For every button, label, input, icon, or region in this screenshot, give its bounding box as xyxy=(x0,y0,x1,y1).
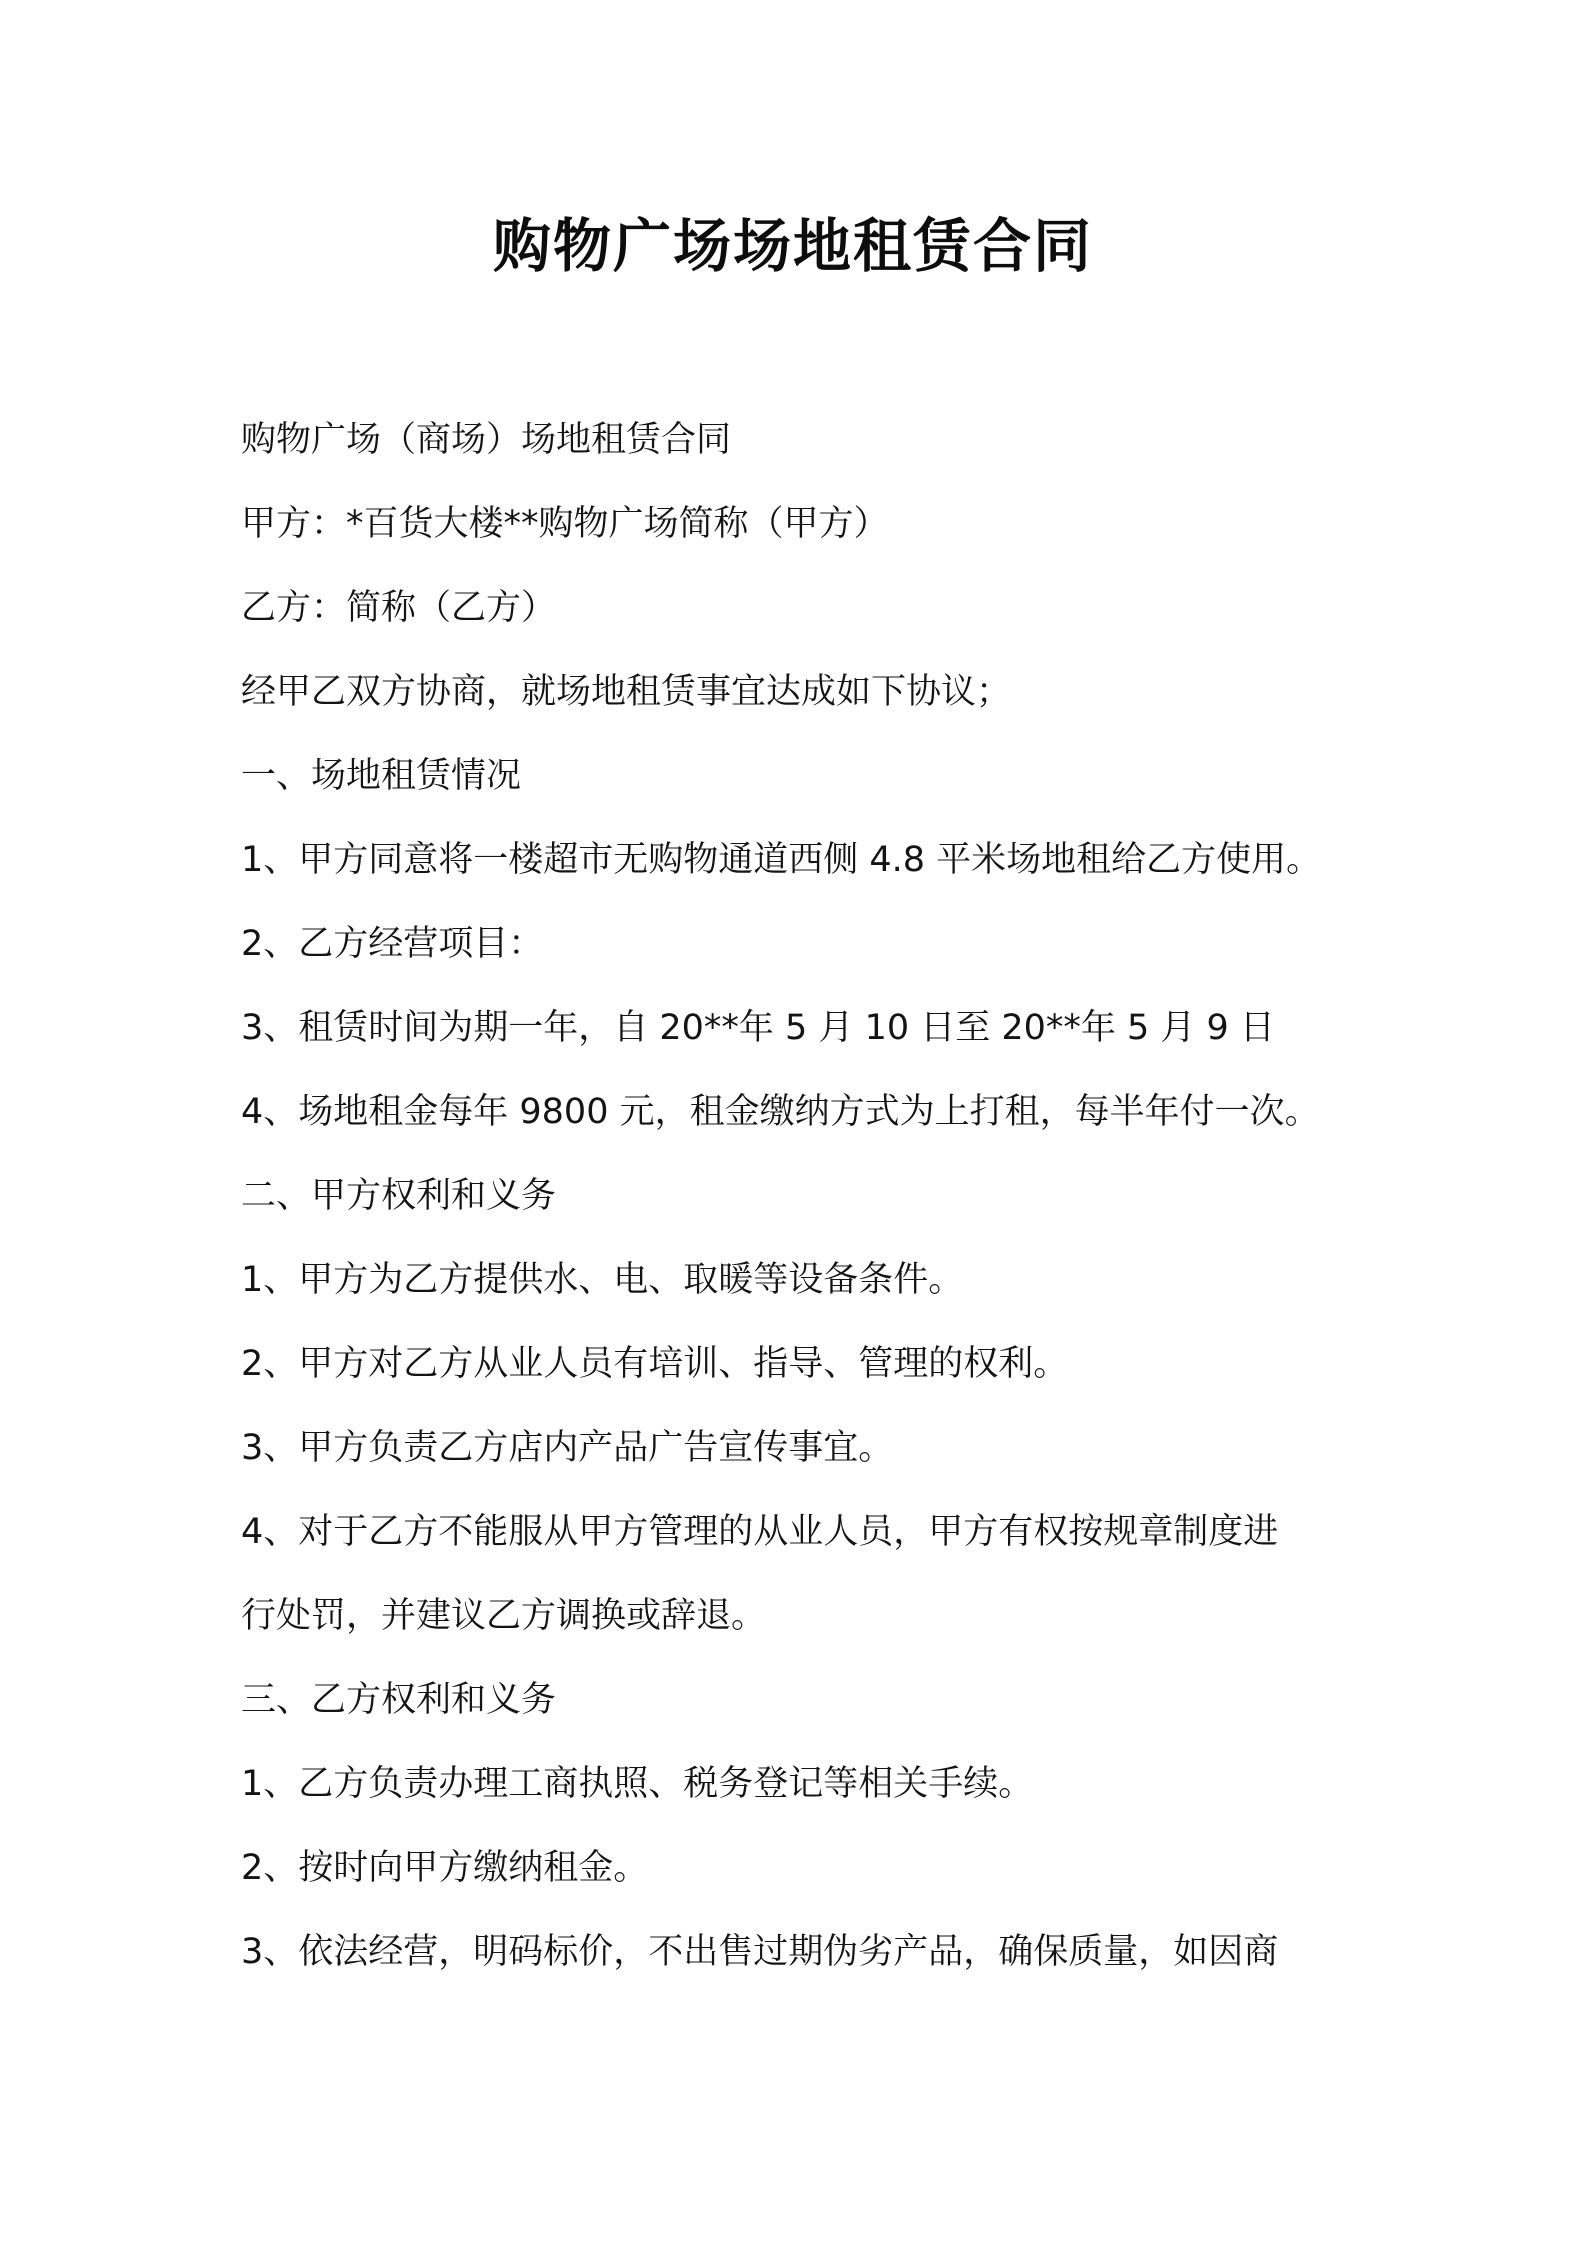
document-title: 购物广场场地租赁合同 xyxy=(492,212,1093,280)
clause-line: 2、甲方对乙方从业人员有培训、指导、管理的权利。 xyxy=(241,1344,1069,1384)
clause-line: 4、对于乙方不能服从甲方管理的从业人员，甲方有权按规章制度进 xyxy=(241,1512,1279,1552)
document-body xyxy=(241,398,1381,1994)
preamble-line: 经甲乙双方协商，就场地租赁事宜达成如下协议； xyxy=(241,672,1012,712)
clause-line: 3、依法经营，明码标价，不出售过期伪劣产品，确保质量，如因商 xyxy=(241,1932,1279,1972)
clause-line: 2、乙方经营项目： xyxy=(241,924,544,964)
clause-line: 1、乙方负责办理工商执照、税务登记等相关手续。 xyxy=(241,1764,1034,1804)
clause-line: 3、甲方负责乙方店内产品广告宣传事宜。 xyxy=(241,1428,894,1468)
party-b-line: 乙方：简称（乙方） xyxy=(241,588,557,628)
section-heading: 三、乙方权利和义务 xyxy=(241,1680,557,1720)
clause-line: 1、甲方同意将一楼超市无购物通道西侧 4.8 平米场地租给乙方使用。 xyxy=(241,840,1322,880)
party-a-line: 甲方：*百货大楼**购物广场简称（甲方） xyxy=(241,504,889,544)
clause-line: 4、场地租金每年 9800 元，租金缴纳方式为上打租，每半年付一次。 xyxy=(241,1092,1320,1132)
clause-line: 3、租赁时间为期一年，自 20**年 5 月 10 日至 20**年 5 月 9 日 xyxy=(241,1008,1275,1048)
section-heading: 二、甲方权利和义务 xyxy=(241,1176,557,1216)
section-heading: 一、场地租赁情况 xyxy=(241,756,522,796)
clause-line: 2、按时向甲方缴纳租金。 xyxy=(241,1848,649,1888)
clause-line: 1、甲方为乙方提供水、电、取暖等设备条件。 xyxy=(241,1260,964,1300)
clause-line-continued: 行处罚，并建议乙方调换或辞退。 xyxy=(241,1596,767,1636)
contract-name-line: 购物广场（商场）场地租赁合同 xyxy=(241,420,732,460)
